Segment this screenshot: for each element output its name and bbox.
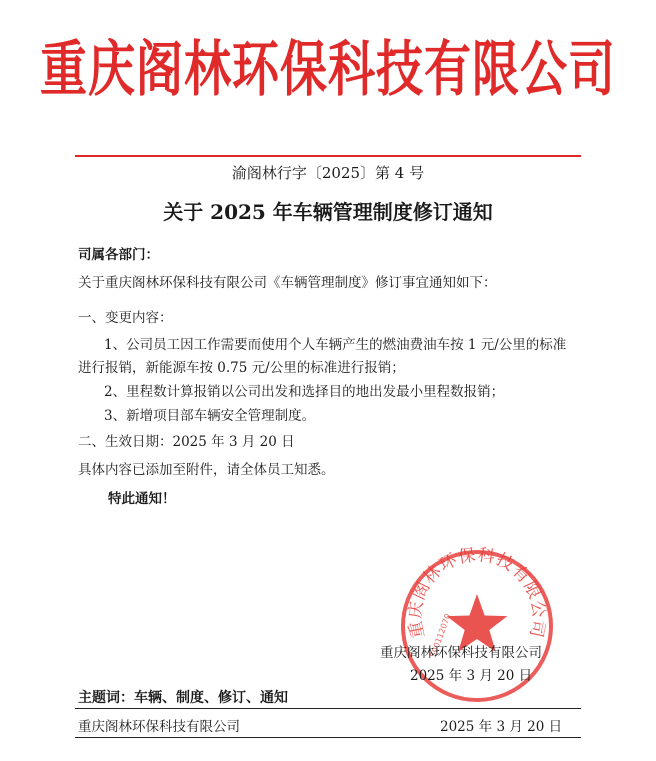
intro-paragraph: 关于重庆阁林环保科技有限公司《车辆管理制度》修订事宜通知如下： xyxy=(78,275,497,291)
item-2: 2、里程数计算报销以公司出发和选择目的地出发最小里程数报销； xyxy=(104,384,505,400)
footer-bottom-rule xyxy=(75,737,581,738)
section-2-effective-date: 二、生效日期：2025 年 3 月 20 日 xyxy=(78,434,295,450)
attachment-note: 具体内容已添加至附件，请全体员工知悉。 xyxy=(78,462,335,478)
footer-date: 2025 年 3 月 20 日 xyxy=(440,719,563,735)
document-title: 关于 2025 年车辆管理制度修订通知 xyxy=(163,200,493,224)
closing-remark: 特此通知！ xyxy=(108,491,176,507)
document-number: 渝阁林行字〔2025〕第 4 号 xyxy=(231,164,425,182)
footer-top-rule xyxy=(75,708,581,709)
footer-organization: 重庆阁林环保科技有限公司 xyxy=(78,719,240,735)
section-1-heading: 一、变更内容： xyxy=(78,310,173,326)
header-red-rule xyxy=(75,155,581,157)
seal-code: 500112070 xyxy=(428,612,453,659)
item-1-line-2: 进行报销，新能源车按 0.75 元/公里的标准进行报销； xyxy=(78,360,405,376)
signature-date: 2025 年 3 月 20 日 xyxy=(410,668,533,684)
item-1-line-1: 1、公司员工因工作需要而使用个人车辆产生的燃油费油车按 1 元/公里的标准 xyxy=(104,337,567,353)
salutation: 司属各部门： xyxy=(78,247,159,263)
seal-text: 重庆阁林环保科技有限公司 xyxy=(405,546,549,640)
organization-header: 重庆阁林环保科技有限公司 xyxy=(40,34,616,106)
subject-keywords: 主题词：车辆、制度、修订、通知 xyxy=(78,690,288,706)
signature-organization: 重庆阁林环保科技有限公司 xyxy=(380,645,542,661)
item-3: 3、新增项目部车辆安全管理制度。 xyxy=(104,408,316,424)
